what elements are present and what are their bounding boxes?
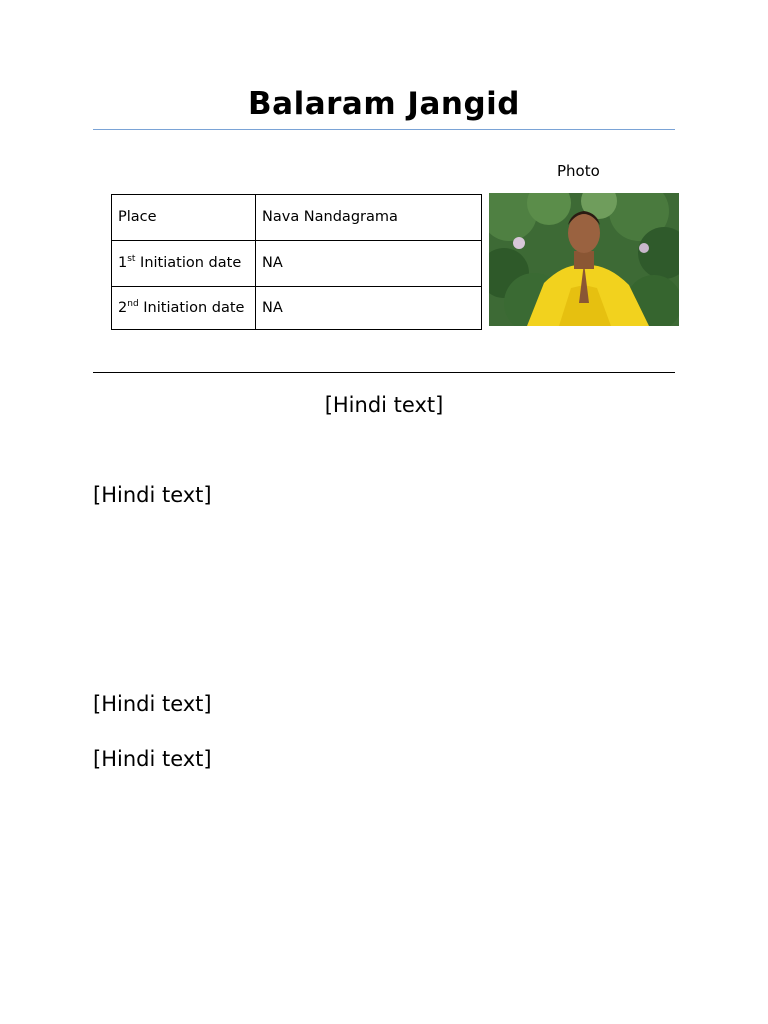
body-paragraph: [Hindi text] bbox=[93, 483, 212, 507]
section-heading: [Hindi text] bbox=[93, 692, 212, 716]
table-row bbox=[112, 195, 482, 241]
second-initiation-value: NA bbox=[256, 287, 482, 330]
first-initiation-label: 1st Initiation date bbox=[112, 241, 256, 287]
details-table bbox=[111, 194, 482, 330]
section-paragraph: [Hindi text] bbox=[93, 747, 212, 771]
page-title: Balaram Jangid bbox=[248, 86, 520, 122]
place-value: Nava Nandagrama bbox=[256, 195, 482, 241]
profile-photo bbox=[489, 193, 679, 326]
table-row bbox=[112, 287, 482, 330]
portrait-image bbox=[489, 193, 679, 326]
second-initiation-label: 2nd Initiation date bbox=[112, 287, 256, 330]
title-underline bbox=[93, 129, 675, 130]
section-divider bbox=[93, 372, 675, 373]
photo-label: Photo bbox=[557, 162, 600, 180]
place-label: Place bbox=[112, 195, 256, 241]
first-initiation-value: NA bbox=[256, 241, 482, 287]
table-row bbox=[112, 241, 482, 287]
intro-text: [Hindi text] bbox=[324, 393, 444, 417]
